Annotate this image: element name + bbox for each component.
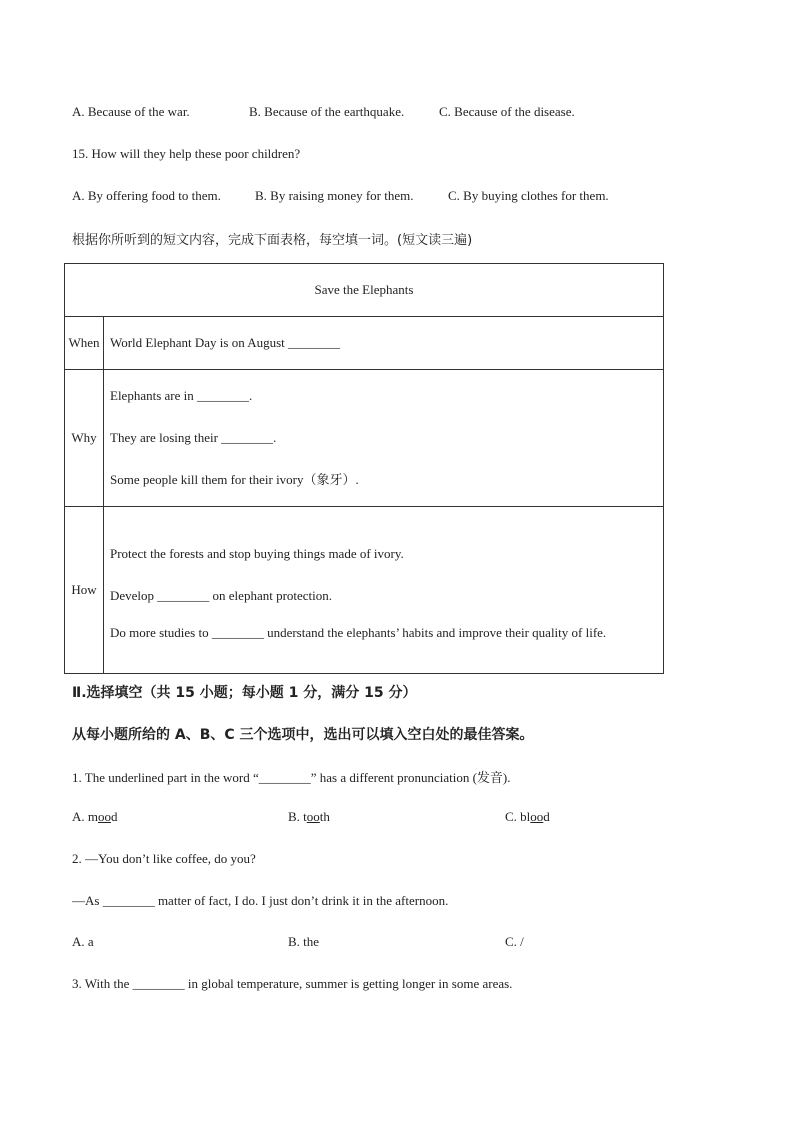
q1-option-c: C. blood xyxy=(505,809,550,824)
q15-option-a: A. By offering food to them. xyxy=(72,188,221,203)
q1-option-a: A. mood xyxy=(72,809,118,824)
how-line: Protect the forests and stop buying things made of ivory. xyxy=(110,545,404,561)
q15-option-c: C. By buying clothes for them. xyxy=(448,188,609,203)
how-line: Develop ________ on elephant protection. xyxy=(110,587,333,603)
why-line: Some people kill them for their ivory（象牙）. xyxy=(110,472,359,487)
why-line: Elephants are in ________. xyxy=(110,388,253,403)
how-line: Do more studies to ________ understand the elephants’ habits and improve their quality of life. xyxy=(110,624,607,640)
q3-question: 3. With the ________ in global temperature, summer is getting longer in some areas. xyxy=(72,976,513,991)
how-cell xyxy=(104,507,664,674)
section-heading: Ⅱ.选择填空（共 15 小题；每小题 1 分，满分 15 分） xyxy=(72,685,417,701)
q2-option-c: C. / xyxy=(505,934,524,949)
why-cell xyxy=(104,370,664,507)
q1-question: 1. The underlined part in the word “________” has a different pronunciation (发音). xyxy=(72,770,511,785)
q14-option-c: C. Because of the disease. xyxy=(439,104,575,119)
q14-option-b: B. Because of the earthquake. xyxy=(249,104,405,119)
table-title: Save the Elephants xyxy=(65,264,664,317)
section-instruction: 从每小题所给的 A、B、C 三个选项中，选出可以填入空白处的最佳答案。 xyxy=(72,727,534,743)
q1-option-b: B. tooth xyxy=(288,809,330,824)
elephant-table xyxy=(64,263,664,674)
q15-question: 15. How will they help these poor children? xyxy=(72,146,301,161)
why-line: They are losing their ________. xyxy=(110,430,277,445)
q2-option-b: B. the xyxy=(288,934,320,949)
q2-question: 2. —You don’t like coffee, do you? xyxy=(72,851,256,866)
table-instruction: 根据你所听到的短文内容，完成下面表格，每空填一词。(短文读三遍) xyxy=(72,233,473,248)
how-label: How xyxy=(65,507,104,674)
when-text: World Elephant Day is on August ________ xyxy=(104,317,664,370)
q14-option-a: A. Because of the war. xyxy=(72,104,190,119)
when-label: When xyxy=(65,317,104,370)
q15-option-b: B. By raising money for them. xyxy=(255,188,414,203)
q2-option-a: A. a xyxy=(72,934,94,949)
q2-answer: —As ________ matter of fact, I do. I just don’t drink it in the afternoon. xyxy=(72,893,449,908)
why-label: Why xyxy=(65,370,104,507)
